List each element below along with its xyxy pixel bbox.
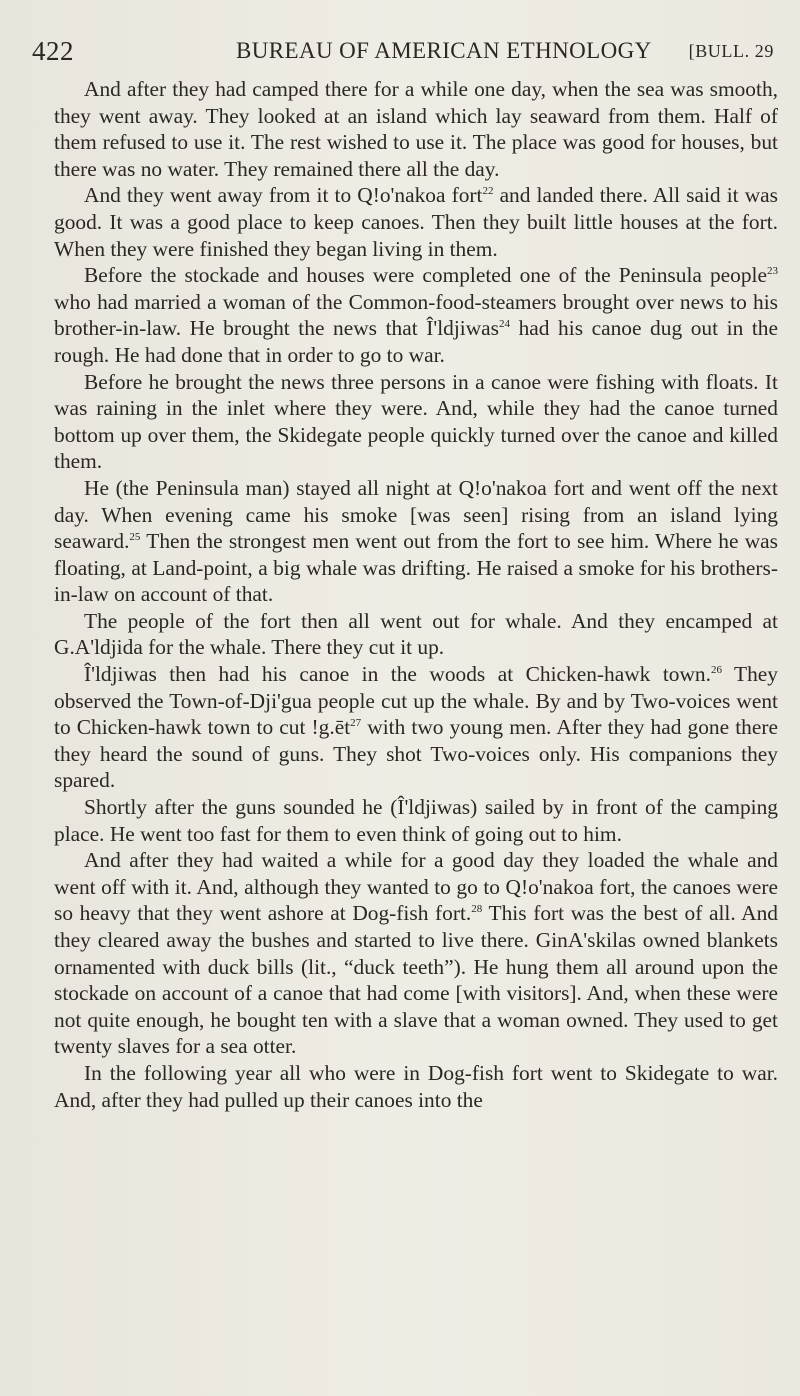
body-text [54,76,778,1113]
paragraph [54,475,778,608]
footnote-ref: 24 [499,318,510,331]
paragraph [54,794,778,847]
paragraph [54,1060,778,1113]
paragraph-text: Then the strongest men went out from the fort to see him. Where he was floating, at Land-point, a big whale was drifting. He raised a smoke for his brothers-in-law on account of that. [54,529,778,607]
footnote-ref: 28 [471,903,483,916]
paragraph-text: who had married a woman of the Common-food-steamers brought over news to his brother-in-law. He brought the news that Î'ldjiwas [54,289,778,341]
footnote-ref: 22 [482,185,494,198]
page-header [32,36,774,66]
paragraph-text: Before the stockade and houses were completed one of the Peninsula people [84,263,767,288]
page-number: 422 [32,36,74,66]
paragraph-text: He (the Peninsula man) stayed all night at Q!o'nakoa fort and went off the next day. When evening came his smoke [was seen] rising from an island lying seaward. [54,475,778,554]
footnote-ref: 26 [710,664,722,677]
paragraph-text: and landed there. All said it was good. It was a good place to keep canoes. Then they built little houses at the fort. When they were finished they began living in them. [54,183,778,261]
footnote-ref: 25 [129,531,141,544]
paragraph-text: And they went away from it to Q!o'nakoa fort [84,183,483,208]
running-head: BUREAU OF AMERICAN ETHNOLOGY [236,38,652,63]
paragraph-text: The people of the fort then all went out for whale. And they encamped at G.A'ldjida for the whale. There they cut it up. [54,608,778,660]
paragraph-text: Before he brought the news three persons in a canoe were fishing with floats. It was raining in the inlet where they were. And, while they had the canoe turned bottom up over them, the Skidegate people quickly turned over the canoe and killed them. [54,369,778,474]
footnote-ref: 23 [767,265,778,278]
paragraph [54,847,778,1060]
paragraph-text: In the following year all who were in Dog-fish fort went to Skidegate to war. And, after they had pulled up their canoes into the [54,1060,778,1112]
paragraph-text: Shortly after the guns sounded he (Î'ldjiwas) sailed by in front of the camping place. He went too fast for them to even think of going out to him. [54,795,778,846]
bulletin-reference: [BULL. 29 [688,41,774,61]
paragraph [54,182,778,262]
paragraph-text: with two young men. After they had gone there they heard the sound of guns. They shot Two-voices only. His companions they spared. [54,715,778,793]
paragraph-text: This fort was the best of all. And they cleared away the bushes and started to live there. GinA'skilas owned blankets ornamented with duck bills (lit., “duck teeth”). He hung them all around upon the stockade on account of a canoe that had come [with visitors]. And, when these were not quite enough, he bought ten with a slave that a woman owned. They used to get twenty slaves for a sea otter. [54,901,778,1059]
paragraph-text: And after they had camped there for a while one day, when the sea was smooth, they went away. They looked at an island which lay seaward from them. Half of them refused to use it. The rest wished to use it. The place was good for houses, but there was no water. They remained there all the day. [54,77,778,181]
paragraph-text: They observed the Town-of-Dji'gua people cut up the whale. By and by Two-voices went to Chicken-hawk town to cut !g.ēt [54,662,778,740]
paragraph [54,262,778,368]
footnote-ref: 27 [350,717,362,730]
paragraph-text: Î'ldjiwas then had his canoe in the woods at Chicken-hawk town. [84,662,711,687]
paragraph-text: And after they had waited a while for a good day they loaded the whale and went off with it. And, although they wanted to go to Q!o'nakoa fort, the canoes were so heavy that they went ashore at Dog-fish fort. [54,848,778,926]
paragraph [54,661,778,794]
paragraph [54,608,778,661]
paragraph [54,369,778,475]
paragraph-text: had his canoe dug out in the rough. He had done that in order to go to war. [54,316,778,367]
paragraph [54,76,778,182]
